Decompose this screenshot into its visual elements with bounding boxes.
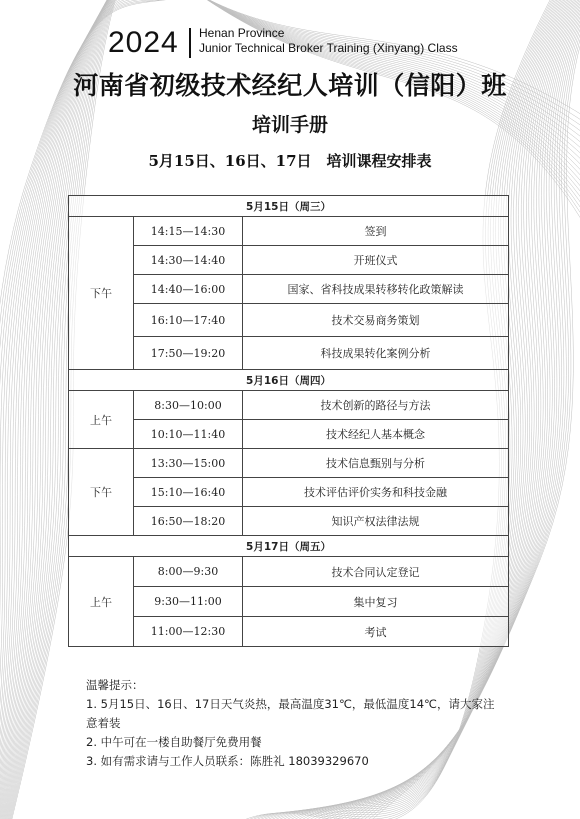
period-label: 下午 bbox=[69, 217, 134, 370]
header-english-subtitle bbox=[199, 26, 458, 56]
time-cell: 14:40—16:00 bbox=[134, 275, 243, 304]
time-cell: 14:15—14:30 bbox=[134, 217, 243, 246]
period-label: 上午 bbox=[69, 391, 134, 449]
time-cell: 8:00—9:30 bbox=[134, 557, 243, 587]
header-year: 2024 bbox=[108, 26, 179, 59]
time-cell: 17:50—19:20 bbox=[134, 337, 243, 370]
table-row bbox=[69, 275, 509, 304]
header-block bbox=[0, 22, 580, 62]
table-row bbox=[69, 587, 509, 617]
day-header-0515: 5月15日（周三） bbox=[69, 196, 509, 217]
table-row bbox=[69, 557, 509, 587]
header-english-line-2: Junior Technical Broker Training (Xinyang) Class bbox=[199, 41, 458, 55]
day-header-row bbox=[69, 536, 509, 557]
tip-2: 2. 中午可在一楼自助餐厅免费用餐 bbox=[86, 735, 262, 749]
time-cell: 15:10—16:40 bbox=[134, 478, 243, 507]
topic-cell: 知识产权法律法规 bbox=[243, 507, 509, 536]
tips-block bbox=[86, 676, 506, 771]
topic-cell: 技术评估评价实务和科技金融 bbox=[243, 478, 509, 507]
topic-cell: 技术交易商务策划 bbox=[243, 304, 509, 337]
day-header-row bbox=[69, 196, 509, 217]
table-row bbox=[69, 337, 509, 370]
topic-cell: 技术创新的路径与方法 bbox=[243, 391, 509, 420]
schedule-table bbox=[68, 195, 509, 647]
table-row bbox=[69, 507, 509, 536]
tips-heading: 温馨提示： bbox=[86, 678, 144, 692]
tip-1-continued: 意着装 bbox=[86, 716, 121, 730]
handbook-title: 培训手册 bbox=[251, 114, 328, 136]
topic-cell: 开班仪式 bbox=[243, 246, 509, 275]
day-header-0516: 5月16日（周四） bbox=[69, 370, 509, 391]
topic-cell: 技术经纪人基本概念 bbox=[243, 420, 509, 449]
schedule-title: 5月15日、16日、17日 培训课程安排表 bbox=[148, 152, 432, 170]
topic-cell: 科技成果转化案例分析 bbox=[243, 337, 509, 370]
table-row bbox=[69, 246, 509, 275]
table-row bbox=[69, 617, 509, 647]
time-cell: 11:00—12:30 bbox=[134, 617, 243, 647]
topic-cell: 国家、省科技成果转移转化政策解读 bbox=[243, 275, 509, 304]
period-label: 上午 bbox=[69, 557, 134, 647]
time-cell: 10:10—11:40 bbox=[134, 420, 243, 449]
topic-cell: 技术信息甄别与分析 bbox=[243, 449, 509, 478]
tip-1: 1. 5月15日、16日、17日天气炎热，最高温度31℃，最低温度14℃，请大家注 bbox=[86, 697, 495, 711]
table-row bbox=[69, 217, 509, 246]
time-cell: 8:30—10:00 bbox=[134, 391, 243, 420]
tip-3: 3. 如有需求请与工作人员联系：陈胜礼 18039329670 bbox=[86, 754, 369, 768]
time-cell: 16:10—17:40 bbox=[134, 304, 243, 337]
table-row bbox=[69, 420, 509, 449]
time-cell: 14:30—14:40 bbox=[134, 246, 243, 275]
time-cell: 16:50—18:20 bbox=[134, 507, 243, 536]
header-divider bbox=[189, 28, 191, 58]
topic-cell: 技术合同认定登记 bbox=[243, 557, 509, 587]
day-header-row bbox=[69, 370, 509, 391]
topic-cell: 集中复习 bbox=[243, 587, 509, 617]
wave-line bbox=[200, 0, 580, 126]
day-header-0517: 5月17日（周五） bbox=[69, 536, 509, 557]
time-cell: 9:30—11:00 bbox=[134, 587, 243, 617]
period-label: 下午 bbox=[69, 449, 134, 536]
time-cell: 13:30—15:00 bbox=[134, 449, 243, 478]
topic-cell: 考试 bbox=[243, 617, 509, 647]
table-row bbox=[69, 304, 509, 337]
page-title: 河南省初级技术经纪人培训（信阳）班 bbox=[73, 71, 507, 100]
header-english-line-1: Henan Province bbox=[199, 26, 285, 40]
table-row bbox=[69, 478, 509, 507]
table-row bbox=[69, 449, 509, 478]
table-row bbox=[69, 391, 509, 420]
topic-cell: 签到 bbox=[243, 217, 509, 246]
